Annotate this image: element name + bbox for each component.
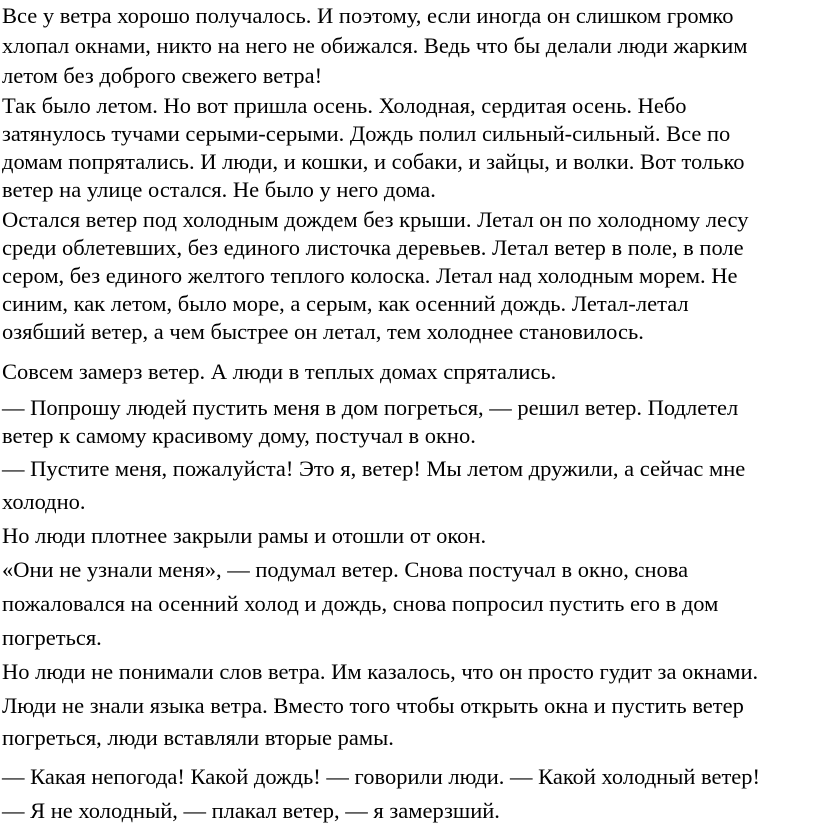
text-line: сером, без единого желтого теплого колоска. Летал над холодным морем. Не (2, 263, 738, 288)
text-line: затянулось тучами серыми-серыми. Дождь полил сильный-сильный. Все по (2, 121, 731, 146)
text-line: Так было летом. Но вот пришла осень. Холодная, сердитая осень. Небо (2, 93, 687, 118)
text-line: ветер к самому красивому дому, постучал в окно. (2, 423, 476, 448)
text-line: среди облетевших, без единого листочка деревьев. Летал ветер в поле, в поле (2, 235, 744, 260)
text-line: ветер на улице остался. Не было у него дома. (2, 177, 436, 202)
text-line: Но люди не понимали слов ветра. Им казалось, что он просто гудит за окнами. (2, 659, 759, 684)
text-line: погреться, люди вставляли вторые рамы. (2, 725, 394, 750)
text-line: Все у ветра хорошо получалось. И поэтому, если иногда он слишком громко (2, 3, 734, 28)
text-line: Люди не знали языка ветра. Вместо того чтобы открыть окна и пустить ветер (2, 693, 744, 718)
text-line: Остался ветер под холодным дождем без крыши. Летал он по холодному лесу (2, 207, 749, 232)
text-line: — Какая непогода! Какой дождь! — говорили люди. — Какой холодный ветер! (2, 764, 761, 789)
text-line: «Они не узнали меня», — подумал ветер. Снова постучал в окно, снова (2, 557, 689, 582)
text-line: — Я не холодный, — плакал ветер, — я замерзший. (2, 798, 500, 823)
text-line: Совсем замерз ветер. А люди в теплых домах спрятались. (2, 359, 557, 384)
text-line: домам попрятались. И люди, и кошки, и собаки, и зайцы, и волки. Вот только (2, 149, 745, 174)
text-line: синим, как летом, было море, а серым, как осенний дождь. Летал-летал (2, 291, 689, 316)
text-line: — Попрошу людей пустить меня в дом погреться, — решил ветер. Подлетел (2, 395, 739, 420)
text-line: озябший ветер, а чем быстрее он летал, тем холоднее становилось. (2, 319, 644, 344)
text-line: холодно. (2, 489, 86, 514)
text-line: Но люди плотнее закрыли рамы и отошли от окон. (2, 523, 487, 548)
text-line: хлопал окнами, никто на него не обижался. Ведь что бы делали люди жарким (2, 33, 748, 58)
text-line: — Пустите меня, пожалуйста! Это я, ветер! Мы летом дружили, а сейчас мне (2, 456, 746, 481)
text-line: летом без доброго свежего ветра! (2, 63, 323, 88)
text-line: пожаловался на осенний холод и дождь, снова попросил пустить его в дом (2, 591, 719, 616)
text-line: погреться. (2, 625, 102, 650)
